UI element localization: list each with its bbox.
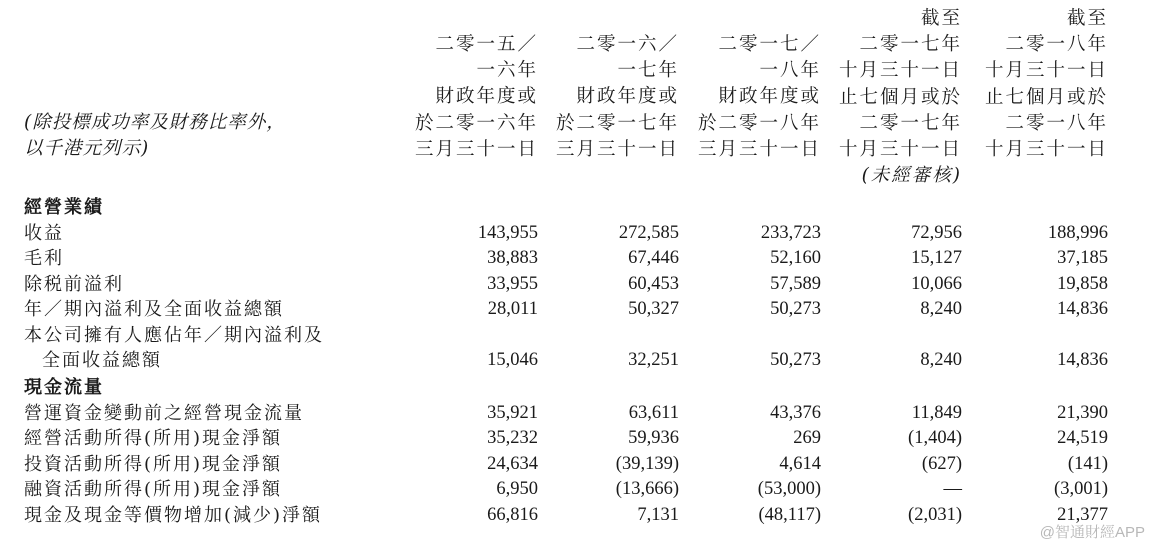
column-header-line: 二零一八年: [1005, 112, 1108, 134]
cell-value: 67,446: [628, 248, 679, 268]
unaudited-note: (未經審核): [861, 165, 962, 187]
cell-value: 57,589: [770, 273, 821, 294]
table-row: [0, 297, 1155, 323]
cell-value: 7,131: [637, 504, 679, 525]
table-row: [0, 272, 1155, 298]
cell-value: 59,936: [628, 428, 679, 448]
cell-value: 143,955: [477, 222, 538, 243]
row-label: 經營活動所得(所用)現金淨額: [24, 428, 283, 449]
cell-value: 24,519: [1057, 428, 1108, 448]
column-header-line: 十月三十一日: [838, 139, 962, 161]
row-label: 除税前溢利: [24, 273, 124, 295]
column-header-line: 財政年度或: [435, 86, 538, 108]
cell-value: (39,139): [615, 453, 679, 474]
column-header-line: 二零一八年: [1005, 34, 1108, 56]
cell-value: 32,251: [628, 350, 679, 370]
cell-value: —: [943, 479, 962, 499]
row-label: 現金及現金等價物增加(減少)淨額: [24, 504, 323, 526]
cell-value: 10,066: [911, 273, 962, 294]
column-header-line: 二零一七年: [859, 112, 962, 134]
cell-value: 14,836: [1057, 350, 1108, 370]
column-header-line: 財政年度或: [576, 86, 679, 108]
column-header-line: 一八年: [759, 60, 821, 82]
section-title: 經營業績: [24, 197, 104, 218]
cell-value: 14,836: [1057, 299, 1108, 319]
cell-value: 50,273: [770, 350, 821, 370]
cell-value: 72,956: [911, 222, 962, 243]
cell-value: 11,849: [911, 402, 962, 423]
watermark: @智通財經APP: [1039, 524, 1145, 541]
section-title-row: [0, 195, 1155, 221]
cash-flow-section: [0, 375, 1155, 528]
column-header-line: 於二零一七年: [555, 112, 679, 134]
row-label: 營運資金變動前之經營現金流量: [24, 402, 304, 424]
column-header-line: 財政年度或: [718, 86, 821, 108]
table-row: [0, 221, 1155, 247]
cell-value: (48,117): [758, 504, 821, 525]
column-header-line: 於二零一六年: [414, 112, 538, 134]
row-label: 毛利: [24, 248, 64, 269]
section-title-row: [0, 375, 1155, 401]
cell-value: 50,273: [770, 299, 821, 319]
cell-value: (2,031): [908, 504, 962, 525]
cell-value: 66,816: [487, 504, 538, 525]
cell-value: 35,232: [487, 428, 538, 448]
cell-value: (1,404): [908, 428, 962, 448]
column-header-line: 三月三十一日: [414, 138, 538, 160]
cell-value: (141): [1067, 453, 1108, 474]
column-header-line: 止七個月或於: [984, 86, 1108, 108]
cell-value: 269: [793, 428, 821, 448]
column-header-line: 截至: [1066, 8, 1108, 29]
cell-value: 35,921: [487, 402, 538, 423]
cell-value: 15,046: [487, 350, 538, 370]
cell-value: 43,376: [770, 402, 821, 423]
cell-value: 63,611: [628, 402, 679, 423]
cell-value: (3,001): [1054, 479, 1108, 499]
row-label: [24, 323, 324, 374]
cell-value: (53,000): [757, 479, 821, 499]
column-header-line: 止七個月或於: [838, 86, 962, 108]
cell-value: 24,634: [487, 453, 538, 474]
column-header-line: 二零一七／: [718, 34, 821, 55]
section-title: 現金流量: [24, 377, 104, 398]
table-row: [0, 323, 1155, 374]
column-header-line: 一七年: [617, 60, 679, 82]
operating-results-section: [0, 195, 1155, 374]
table-row: [0, 426, 1155, 452]
table-row: [0, 246, 1155, 272]
units-note-line: (除投標成功率及財務比率外，: [24, 112, 286, 133]
column-header-line: 二零一六／: [576, 34, 679, 55]
row-label-line: 全面收益總額: [42, 350, 162, 371]
row-label: 融資活動所得(所用)現金淨額: [24, 479, 283, 500]
table-row: [0, 503, 1155, 529]
column-header-line: 二零一七年: [859, 34, 962, 56]
cell-value: 6,950: [496, 479, 538, 499]
column-header-fy2017: [556, 32, 679, 163]
column-header-line: 一六年: [476, 60, 538, 82]
cell-value: 8,240: [920, 350, 962, 370]
column-header-fy2018: [698, 32, 821, 163]
cell-value: (627): [921, 453, 962, 474]
cell-value: 52,160: [770, 248, 821, 268]
column-header-line: 二零一五／: [435, 34, 538, 55]
cell-value: 21,377: [1057, 504, 1108, 525]
cell-value: 38,883: [487, 248, 538, 268]
cell-value: 50,327: [628, 299, 679, 319]
cell-value: 19,858: [1057, 273, 1108, 294]
column-header-7m-2018: [985, 6, 1108, 163]
cell-value: 272,585: [618, 222, 679, 243]
cell-value: 60,453: [628, 273, 679, 294]
column-header-line: 三月三十一日: [555, 138, 679, 160]
cell-value: 28,011: [487, 299, 538, 319]
table-row: [0, 401, 1155, 427]
cell-value: (13,666): [615, 479, 679, 499]
column-header-line: 三月三十一日: [697, 138, 821, 160]
table-row: [0, 477, 1155, 503]
column-header-fy2016: [415, 32, 538, 163]
column-header-line: 截至: [920, 8, 962, 29]
column-header-7m-2017: [839, 6, 962, 189]
cell-value: 33,955: [487, 273, 538, 294]
column-header-line: 於二零一八年: [697, 112, 821, 134]
cell-value: 4,614: [779, 453, 821, 474]
row-label: 投資活動所得(所用)現金淨額: [24, 453, 283, 475]
units-note: [24, 110, 286, 162]
cell-value: 8,240: [920, 299, 962, 319]
row-label: 年／期內溢利及全面收益總額: [24, 299, 284, 320]
cell-value: 188,996: [1047, 222, 1108, 243]
column-header-line: 十月三十一日: [984, 60, 1108, 82]
table-row: [0, 452, 1155, 478]
cell-value: 15,127: [911, 248, 962, 268]
column-header-line: 十月三十一日: [838, 60, 962, 82]
units-note-line: 以千港元列示): [24, 138, 150, 160]
column-header-line: 十月三十一日: [984, 139, 1108, 161]
cell-value: 233,723: [760, 222, 821, 243]
cell-value: 37,185: [1057, 248, 1108, 268]
cell-value: 21,390: [1057, 402, 1108, 423]
row-label: 收益: [24, 222, 64, 244]
row-label-line: 本公司擁有人應佔年／期內溢利及: [24, 324, 324, 346]
